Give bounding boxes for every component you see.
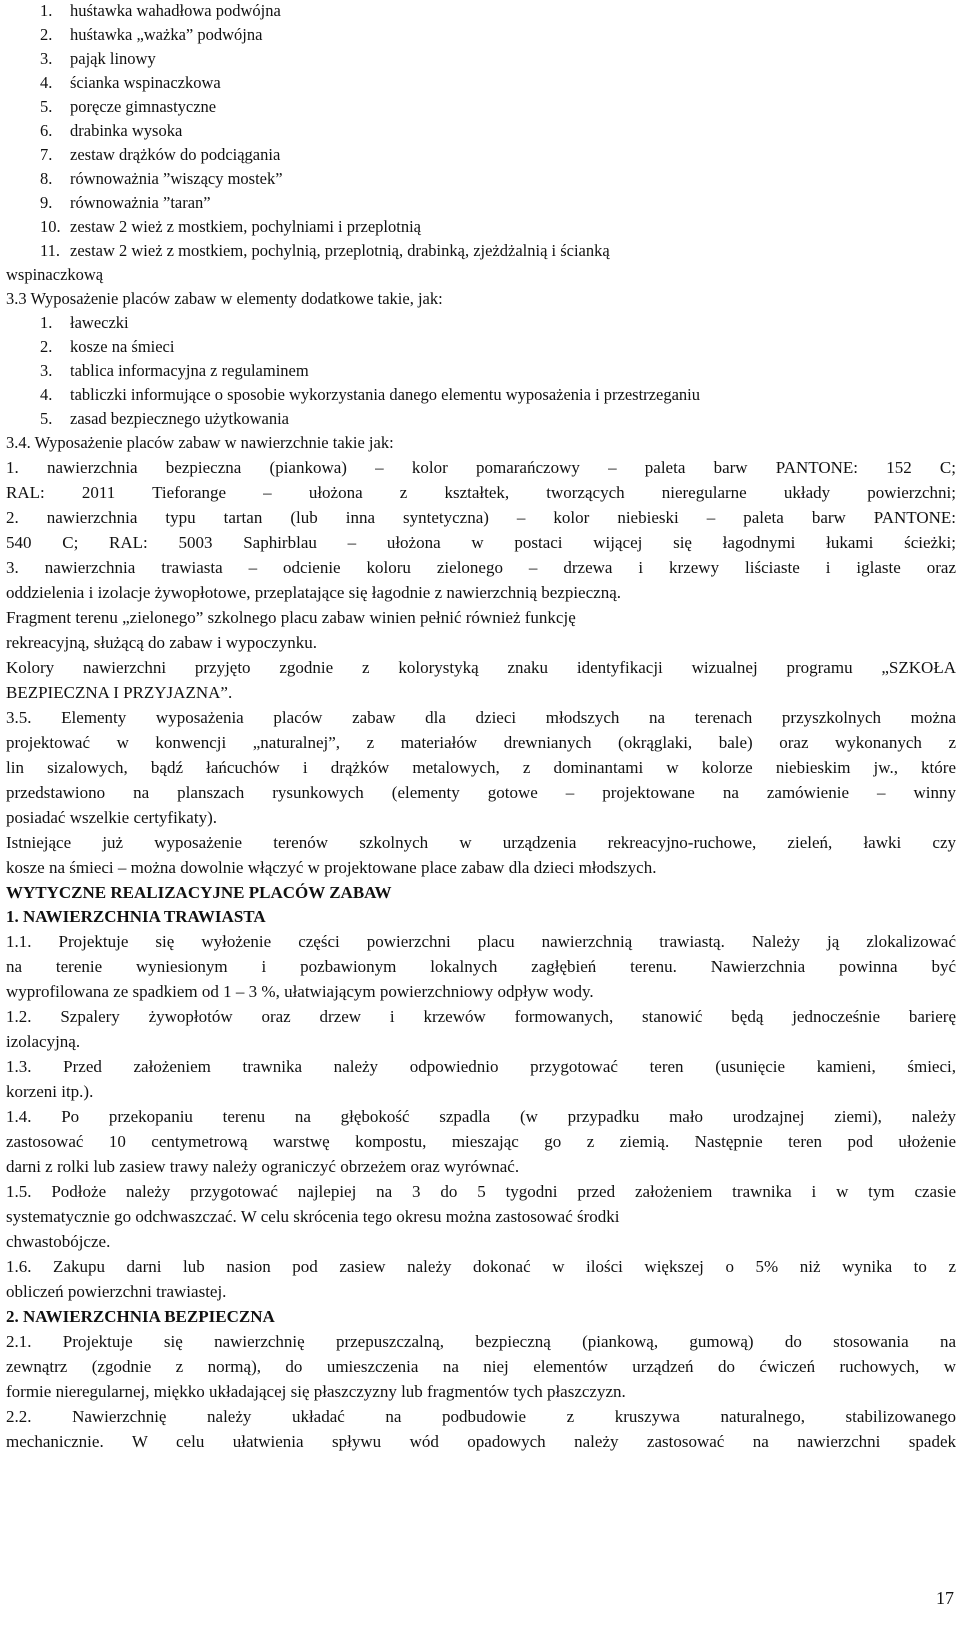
paragraph-line: obliczeń powierzchni trawiastej. xyxy=(6,1282,227,1301)
paragraph-line: mechanicznie. W celu ułatwienia spływu wód opadowych należy zastosować na nawierzchni spadek xyxy=(6,1432,956,1451)
list-item: 5. poręcze gimnastyczne xyxy=(40,97,217,116)
list-item: 2. kosze na śmieci xyxy=(40,337,175,356)
page-number: 17 xyxy=(936,1588,954,1608)
list-item: 5. zasad bezpiecznego użytkowania xyxy=(40,409,289,428)
paragraph-line: RAL: 2011 Tieforange – ułożona z kształtek, tworzących nieregularne układy powierzchni; xyxy=(6,483,956,502)
heading-section-1: 1. NAWIERZCHNIA TRAWIASTA xyxy=(6,907,266,926)
paragraph-line: chwastobójcze. xyxy=(6,1232,111,1251)
paragraph-line: wyprofilowana ze spadkiem od 1 – 3 %, ułatwiającym powierzchniowy odpływ wody. xyxy=(6,982,594,1001)
list-item: 1. ławeczki xyxy=(40,313,129,332)
list-item: 3. tablica informacyjna z regulaminem xyxy=(40,361,309,380)
list-item: 1. huśtawka wahadłowa podwójna xyxy=(40,1,281,20)
list-item-continuation: wspinaczkową xyxy=(6,265,104,284)
paragraph-line: BEZPIECZNA I PRZYJAZNA”. xyxy=(6,683,233,702)
section-heading-3-3: 3.3 Wyposażenie placów zabaw w elementy dodatkowe takie, jak: xyxy=(6,289,443,308)
paragraph-line: kosze na śmieci – można dowolnie włączyć w projektowane place zabaw dla dzieci młodszych. xyxy=(6,858,657,877)
list-item: 2. huśtawka „ważka” podwójna xyxy=(40,25,263,44)
paragraph-line: 1.3. Przed założeniem trawnika należy odpowiednio przygotować teren (usunięcie kamieni, śmieci, xyxy=(6,1057,956,1076)
section-heading-3-4: 3.4. Wyposażenie placów zabaw w nawierzchnie takie jak: xyxy=(6,433,394,452)
paragraph-line: 1.2. Szpalery żywopłotów oraz drzew i krzewów formowanych, stanowić będą jednocześnie barierę xyxy=(6,1007,956,1026)
paragraph-line: 1.1. Projektuje się wyłożenie części powierzchni placu nawierzchnią trawiastą. Należy ją zlokalizować xyxy=(6,932,956,951)
paragraph-line: 1.5. Podłoże należy przygotować najlepiej na 3 do 5 tygodni przed założeniem trawnika i w tym czasie xyxy=(6,1182,956,1201)
paragraph-line: 2. nawierzchnia typu tartan (lub inna syntetyczna) – kolor niebieski – paleta barw PANTONE: xyxy=(6,508,956,527)
paragraph-line: zewnątrz (zgodnie z normą), do umieszczenia na niej elementów urządzeń do ćwiczeń ruchowych, w xyxy=(6,1357,956,1376)
paragraph-line: Fragment terenu „zielonego” szkolnego placu zabaw winien pełnić również funkcję xyxy=(6,608,576,627)
paragraph-line: na terenie wyniesionym i pozbawionym lokalnych zagłębień terenu. Nawierzchnia powinna być xyxy=(6,957,956,976)
paragraph-line: systematycznie go odchwaszczać. W celu skrócenia tego okresu można zastosować środki xyxy=(6,1207,620,1226)
paragraph-line: izolacyjną. xyxy=(6,1032,81,1051)
list-item: 7. zestaw drążków do podciągania xyxy=(40,145,281,164)
list-item: 3. pająk linowy xyxy=(40,49,156,68)
paragraph-line: projektować w konwencji „naturalnej”, z materiałów drewnianych (okrąglaki, bale) oraz wykonanych z xyxy=(6,733,956,752)
paragraph-line: 2.2. Nawierzchnię należy układać na podbudowie z kruszywa naturalnego, stabilizowanego xyxy=(6,1407,956,1426)
paragraph-line: korzeni itp.). xyxy=(6,1082,94,1101)
list-item: 10. zestaw 2 wież z mostkiem, pochylniami i przeplotnią xyxy=(40,217,421,236)
paragraph-line: oddzielenia i izolacje żywopłotowe, przeplatające się łagodnie z nawierzchnią bezpieczną. xyxy=(6,583,621,602)
list-item: 8. równoważnia ”wiszący mostek” xyxy=(40,169,283,188)
paragraph-line: przedstawiono na planszach rysunkowych (elementy gotowe – projektowane na zamówienie – winny xyxy=(6,783,956,802)
paragraph-line: formie nieregularnej, miękko układającej się płaszczyzny lub fragmentów tych płaszczyzn. xyxy=(6,1382,626,1401)
heading-main: WYTYCZNE REALIZACYJNE PLACÓW ZABAW xyxy=(6,883,392,902)
paragraph-line: 540 C; RAL: 5003 Saphirblau – ułożona w postaci wijącej się łagodnymi łukami ścieżki; xyxy=(6,533,956,552)
paragraph-line: darni z rolki lub zasiew trawy należy ograniczyć obrzeżem oraz wyrównać. xyxy=(6,1157,520,1176)
paragraph-line: 1. nawierzchnia bezpieczna (piankowa) – kolor pomarańczowy – paleta barw PANTONE: 152 C; xyxy=(6,458,956,477)
paragraph-line: 3.5. Elementy wyposażenia placów zabaw dla dzieci młodszych na terenach przyszkolnych można xyxy=(6,708,956,727)
paragraph-line: posiadać wszelkie certyfikaty). xyxy=(6,808,217,827)
list-item: 6. drabinka wysoka xyxy=(40,121,183,140)
paragraph-line: 1.4. Po przekopaniu terenu na głębokość szpadla (w przypadku mało urodzajnej ziemi), należy xyxy=(6,1107,956,1126)
paragraph-line: Istniejące już wyposażenie terenów szkolnych w urządzenia rekreacyjno-ruchowe, zieleń, ławki czy xyxy=(6,833,956,852)
paragraph-line: lin sizalowych, bądź łańcuchów i drążków metalowych, z dominantami w kolorze niebieskim jw., które xyxy=(6,758,956,777)
list-item: 4. tabliczki informujące o sposobie wykorzystania danego elementu wyposażenia i przestrzeganiu xyxy=(40,385,700,404)
paragraph-line: zastosować 10 centymetrową warstwę kompostu, mieszając go z ziemią. Następnie teren pod ułożenie xyxy=(6,1132,956,1151)
paragraph-line: 2.1. Projektuje się nawierzchnię przepuszczalną, bezpieczną (piankową, gumową) do stosowania na xyxy=(6,1332,956,1351)
paragraph-line: rekreacyjną, służącą do zabaw i wypoczynku. xyxy=(6,633,318,652)
list-item: 9. równoważnia ”taran” xyxy=(40,193,211,212)
paragraph-line: Kolory nawierzchni przyjęto zgodnie z kolorystyką znaku identyfikacji wizualnej programu „SZKOŁA xyxy=(6,658,956,677)
list-item: 11. zestaw 2 wież z mostkiem, pochylnią, przeplotnią, drabinką, zjeżdżalnią i ścianką xyxy=(40,241,610,260)
paragraph-line: 3. nawierzchnia trawiasta – odcienie koloru zielonego – drzewa i krzewy liściaste i iglaste oraz xyxy=(6,558,956,577)
paragraph-line: 1.6. Zakupu darni lub nasion pod zasiew należy dokonać w ilości większej o 5% niż wynika to z xyxy=(6,1257,956,1276)
heading-section-2: 2. NAWIERZCHNIA BEZPIECZNA xyxy=(6,1307,275,1326)
list-item: 4. ścianka wspinaczkowa xyxy=(40,73,221,92)
